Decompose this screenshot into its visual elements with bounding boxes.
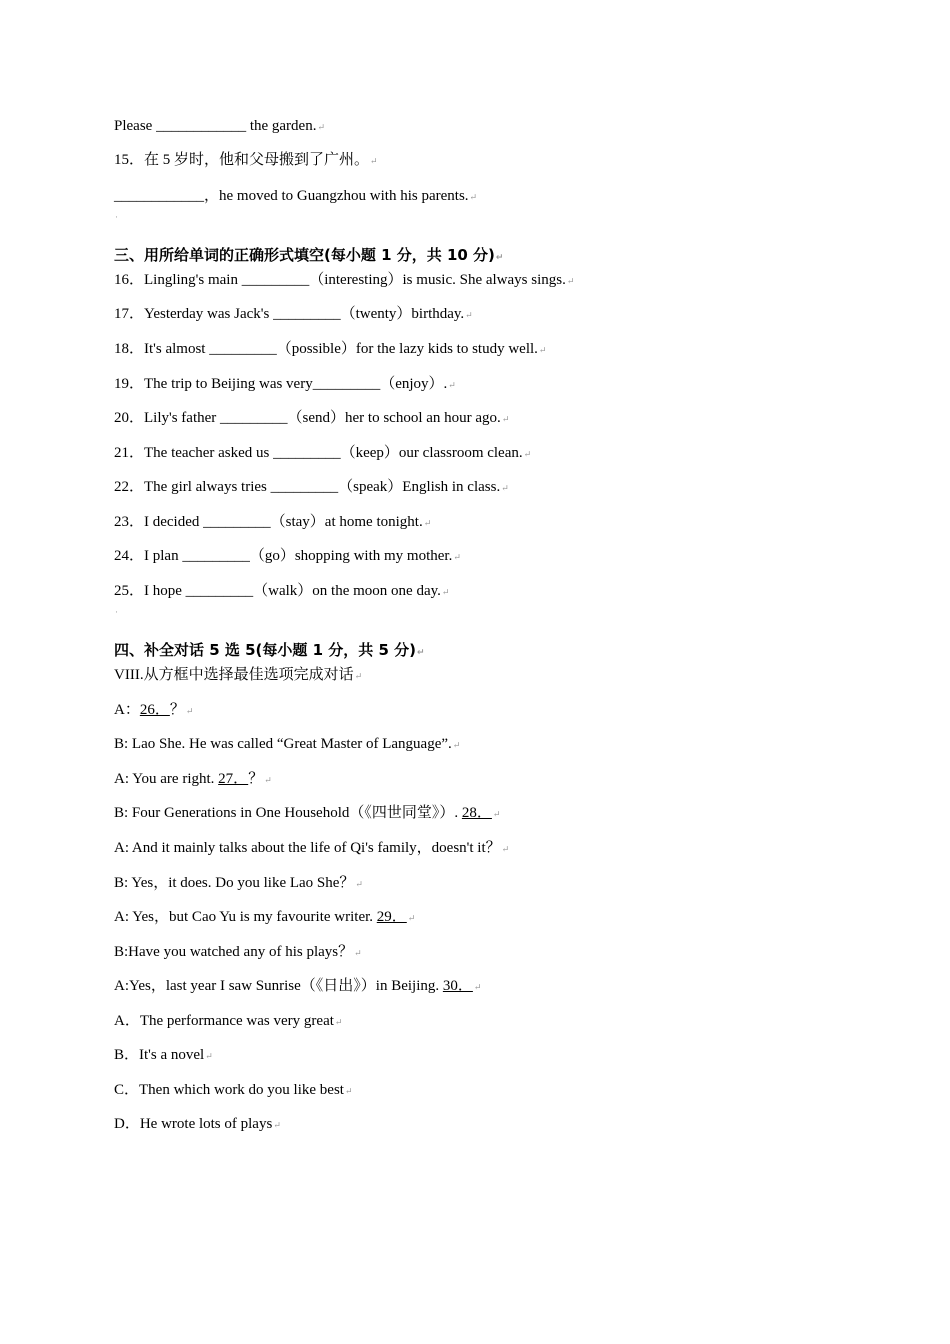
question-21: 21．The teacher asked us _________（keep）our classroom clean.↵ — [114, 445, 532, 461]
question-24: 24．I plan _________（go）shopping with my mother.↵ — [114, 548, 461, 564]
question-18: 18．It's almost _________（possible）for the lazy kids to study well.↵ — [114, 341, 547, 357]
dialogue-line: B:Have you watched any of his plays？↵ — [114, 944, 362, 960]
question-23: 23．I decided _________（stay）at home tonight.↵ — [114, 514, 432, 530]
dialogue-line: B: Four Generations in One Household（《四世同堂》）. 28．↵ — [114, 805, 501, 821]
option-c: C．Then which work do you like best↵ — [114, 1082, 353, 1098]
section-heading: 四、补全对话 5 选 5(每小题 1 分，共 5 分)↵ — [114, 641, 425, 659]
dialogue-line: A：26．？↵ — [114, 702, 194, 718]
question-16: 16．Lingling's main _________（interesting）is music. She always sings.↵ — [114, 272, 575, 288]
question-22: 22．The girl always tries _________（speak）English in class.↵ — [114, 479, 509, 495]
paragraph-mark: · — [115, 212, 118, 222]
dialogue-line: B: Yes，it does. Do you like Lao She？↵ — [114, 875, 363, 891]
dialogue-line: A: You are right. 27．？↵ — [114, 771, 272, 787]
question-25: 25．I hope _________（walk）on the moon one day.↵ — [114, 583, 450, 599]
exercise-line: ____________，he moved to Guangzhou with his parents.↵ — [114, 188, 478, 204]
exercise-line: 15．在 5 岁时，他和父母搬到了广州。↵ — [114, 152, 378, 168]
option-a: A．The performance was very great↵ — [114, 1013, 343, 1029]
instruction-line: VIII.从方框中选择最佳选项完成对话↵ — [114, 667, 363, 683]
option-b: B．It's a novel↵ — [114, 1047, 213, 1063]
exercise-line: Please ____________ the garden.↵ — [114, 118, 326, 134]
question-17: 17．Yesterday was Jack's _________（twenty）birthday.↵ — [114, 306, 473, 322]
section-heading: 三、用所给单词的正确形式填空(每小题 1 分，共 10 分)↵ — [114, 246, 504, 264]
paragraph-mark: · — [115, 607, 118, 617]
question-19: 19．The trip to Beijing was very_________（enjoy）.↵ — [114, 376, 456, 392]
dialogue-line: A: And it mainly talks about the life of Qi's family，doesn't it？↵ — [114, 840, 510, 856]
question-20: 20．Lily's father _________（send）her to school an hour ago.↵ — [114, 410, 510, 426]
dialogue-line: A:Yes，last year I saw Sunrise（《日出》）in Beijing. 30．↵ — [114, 978, 482, 994]
dialogue-line: A: Yes，but Cao Yu is my favourite writer. 29．↵ — [114, 909, 416, 925]
dialogue-line: B: Lao She. He was called “Great Master of Language”.↵ — [114, 736, 461, 752]
option-d: D．He wrote lots of plays↵ — [114, 1116, 281, 1132]
